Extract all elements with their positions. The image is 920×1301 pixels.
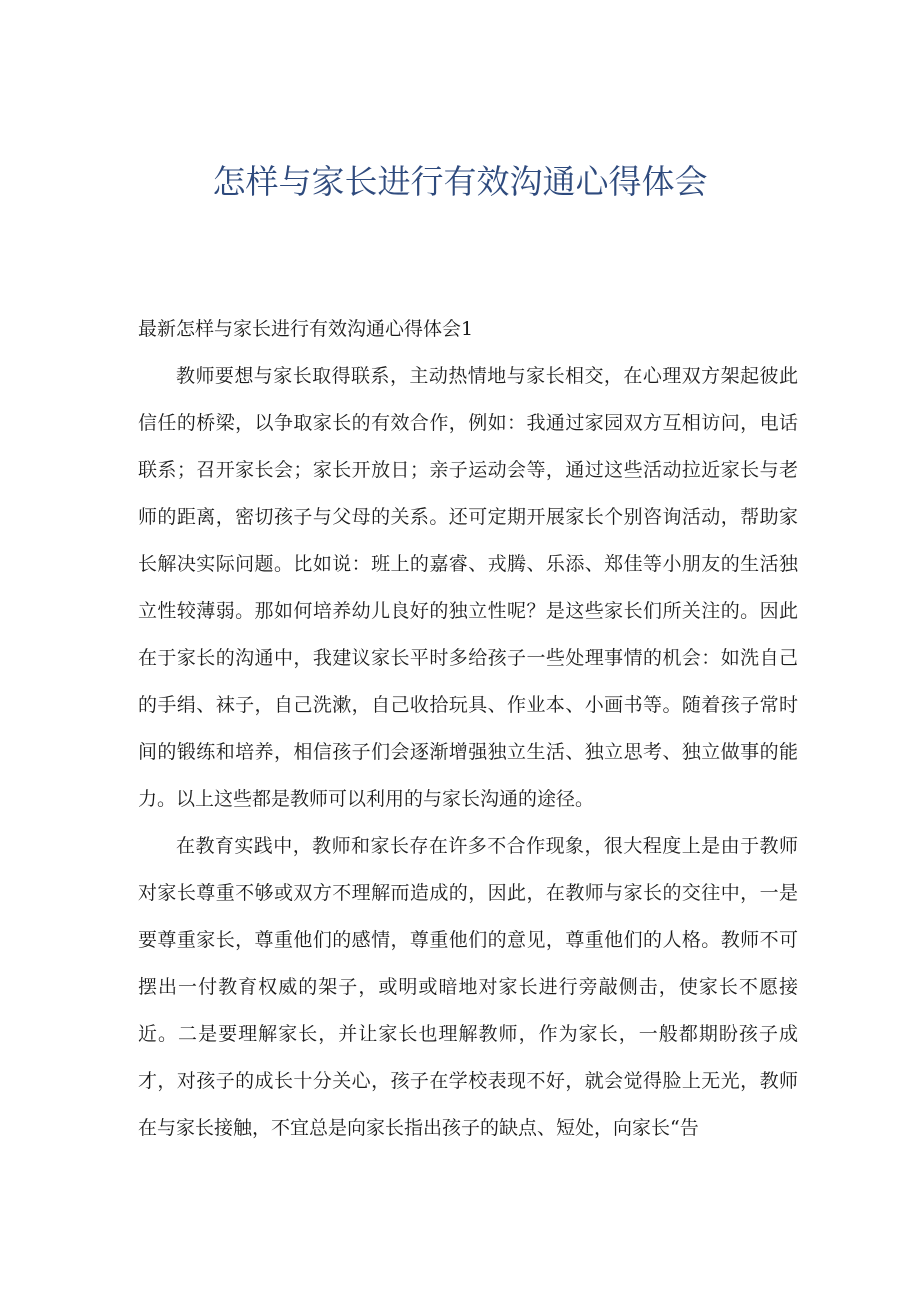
document-body (138, 353, 798, 1152)
paragraph-1: 教师要想与家长取得联系，主动热情地与家长相交，在心理双方架起彼此信任的桥梁，以争取家长的有效合作，例如：我通过家园双方互相访问，电话联系；召开家长会；家长开放日；亲子运动会等，通过这些活动拉近家长与老师的距离，密切孩子与父母的关系。还可定期开展家长个别咨询活动，帮助家长解决实际问题。比如说：班上的嘉睿、戎腾、乐添、郑佳等小朋友的生活独立性较薄弱。那如何培养幼儿良好的独立性呢？是这些家长们所关注的。因此在于家长的沟通中，我建议家长平时多给孩子一些处理事情的机会：如洗自己的手绢、袜子，自己洗漱，自己收拾玩具、作业本、小画书等。随着孩子常时间的锻练和培养，相信孩子们会逐渐增强独立生活、独立思考、独立做事的能力。以上这些都是教师可以利用的与家长沟通的途径。 (138, 365, 798, 810)
section-heading: 最新怎样与家长进行有效沟通心得体会1 (138, 318, 474, 340)
document-title: 怎样与家长进行有效沟通心得体会 (212, 162, 708, 201)
paragraph-2: 在教育实践中，教师和家长存在许多不合作现象，很大程度上是由于教师对家长尊重不够或双方不理解而造成的，因此，在教师与家长的交往中，一是要尊重家长，尊重他们的感情，尊重他们的意见，尊重他们的人格。教师不可摆出一付教育权威的架子，或明或暗地对家长进行旁敲侧击，使家长不愿接近。二是要理解家长，并让家长也理解教师，作为家长，一般都期盼孩子成才，对孩子的成长十分关心，孩子在学校表现不好，就会觉得脸上无光，教师在与家长接触，不宜总是向家长指出孩子的缺点、短处，向家长“告 (138, 835, 798, 1139)
